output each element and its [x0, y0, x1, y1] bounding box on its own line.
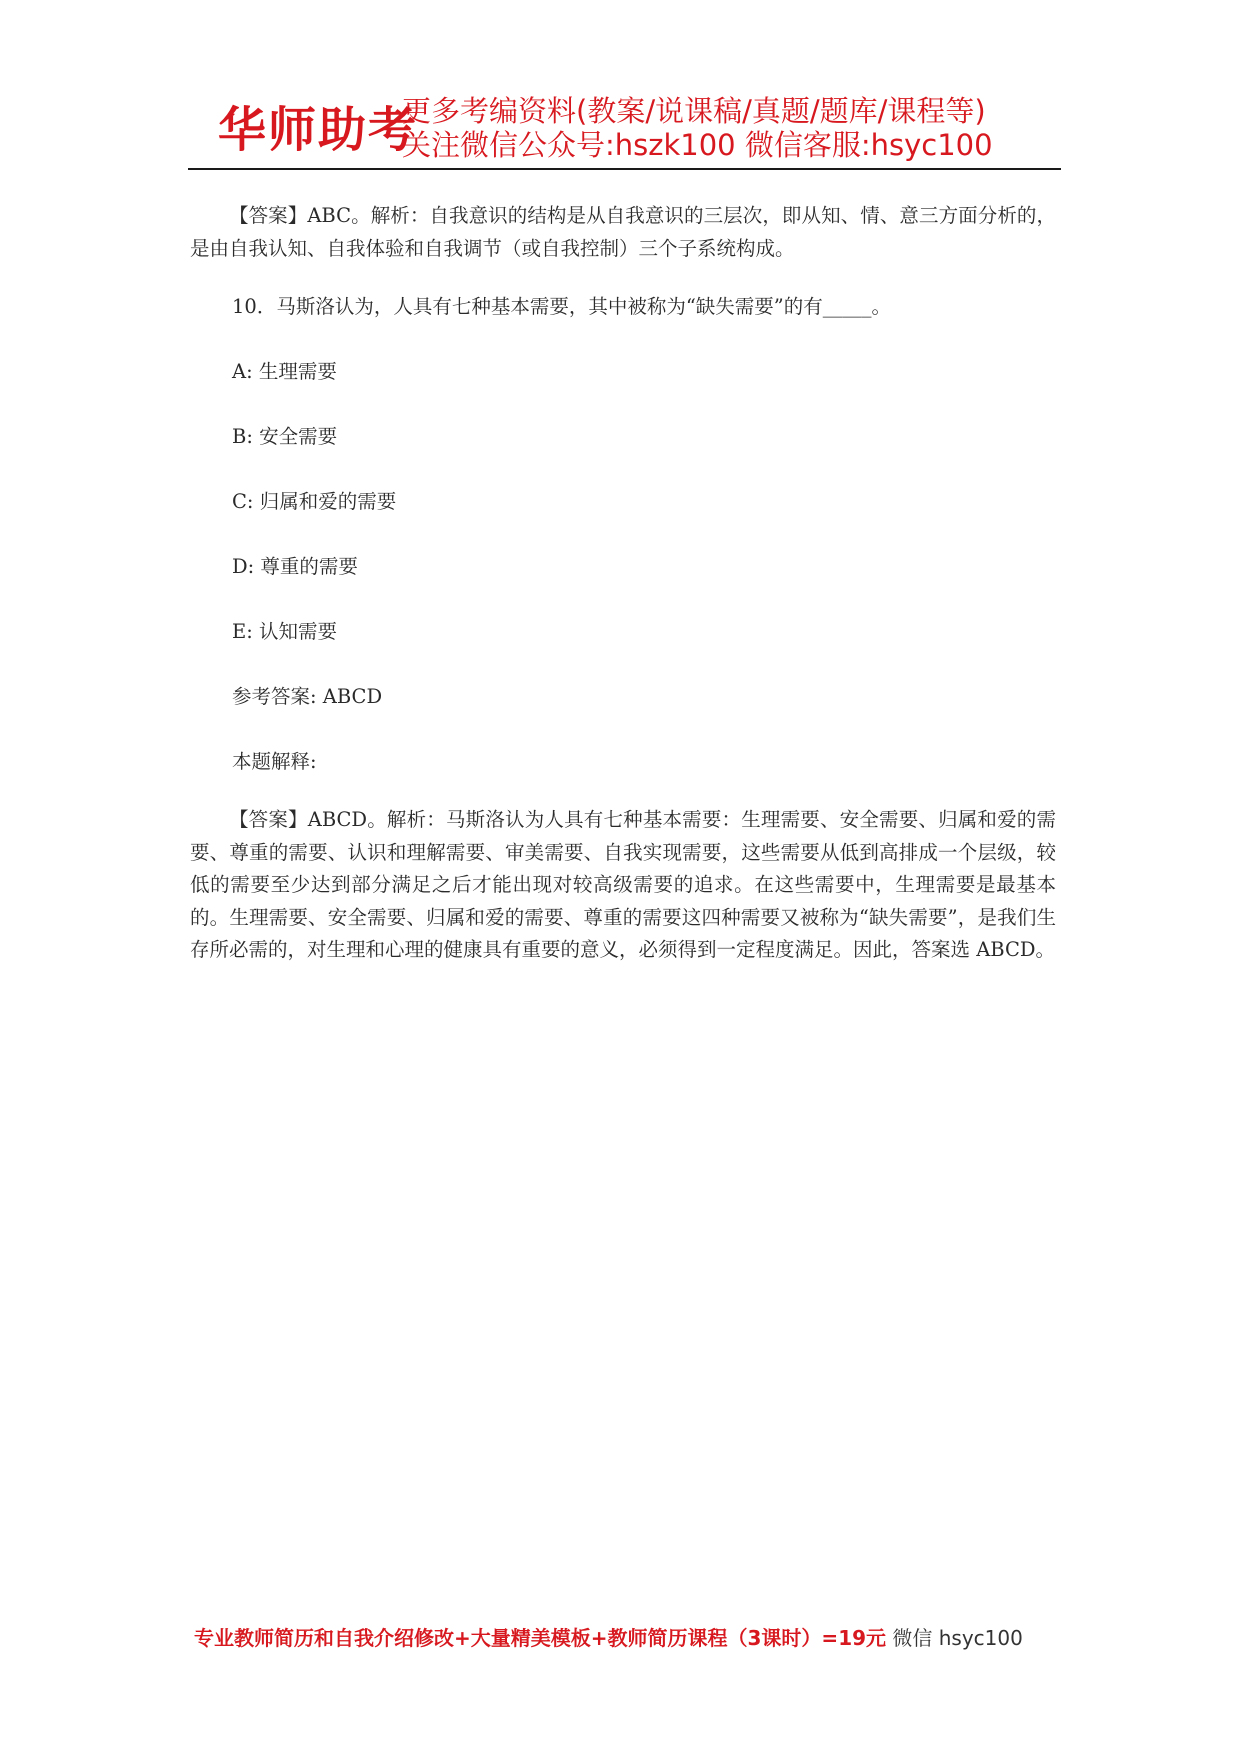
option-c: C: 归属和爱的需要 [232, 490, 397, 513]
option-e: E: 认知需要 [232, 620, 338, 643]
header-divider [188, 168, 1061, 170]
option-b: B: 安全需要 [232, 425, 338, 448]
option-d: D: 尊重的需要 [232, 555, 358, 578]
header-promo-line1: 更多考编资料(教案/说课稿/真题/题库/课程等) [402, 94, 986, 128]
footer-contact: 微信 hsyc100 [892, 1626, 1023, 1650]
explanation-label: 本题解释: [232, 750, 317, 773]
footer-promo: 专业教师简历和自我介绍修改+大量精美模板+教师简历课程（3课时）=19元 [194, 1626, 887, 1650]
previous-answer-paragraph: 【答案】ABC。解析：自我意识的结构是从自我意识的三层次，即从知、情、意三方面分析的，是由自我认知、自我体验和自我调节（或自我控制）三个子系统构成。 [190, 204, 1056, 260]
question-text: 10．马斯洛认为，人具有七种基本需要，其中被称为“缺失需要”的有_____。 [232, 295, 892, 318]
header-promo [402, 94, 993, 162]
page-header [190, 92, 1060, 168]
brand-logo-text: 华师助考 [218, 102, 419, 158]
reference-answer: 参考答案: ABCD [232, 685, 383, 708]
explanation-paragraph: 【答案】ABCD。解析：马斯洛认为人具有七种基本需要：生理需要、安全需要、归属和爱的需要、尊重的需要、认识和理解需要、审美需要、自我实现需要，这些需要从低到高排成一个层级，较低的需要至少达到部分满足之后才能出现对较高级需要的追求。在这些需要中，生理需要是最基本的。生理需要、安全需要、归属和爱的需要、尊重的需要这四种需要又被称为“缺失需要”，是我们生存所必需的，对生理和心理的健康具有重要的意义，必须得到一定程度满足。因此，答案选 ABCD。 [190, 808, 1056, 961]
page-footer [194, 1622, 1054, 1651]
document-body [190, 200, 1056, 967]
option-a: A: 生理需要 [232, 360, 337, 383]
header-promo-line2: 关注微信公众号:hszk100 微信客服:hsyc100 [402, 128, 993, 162]
